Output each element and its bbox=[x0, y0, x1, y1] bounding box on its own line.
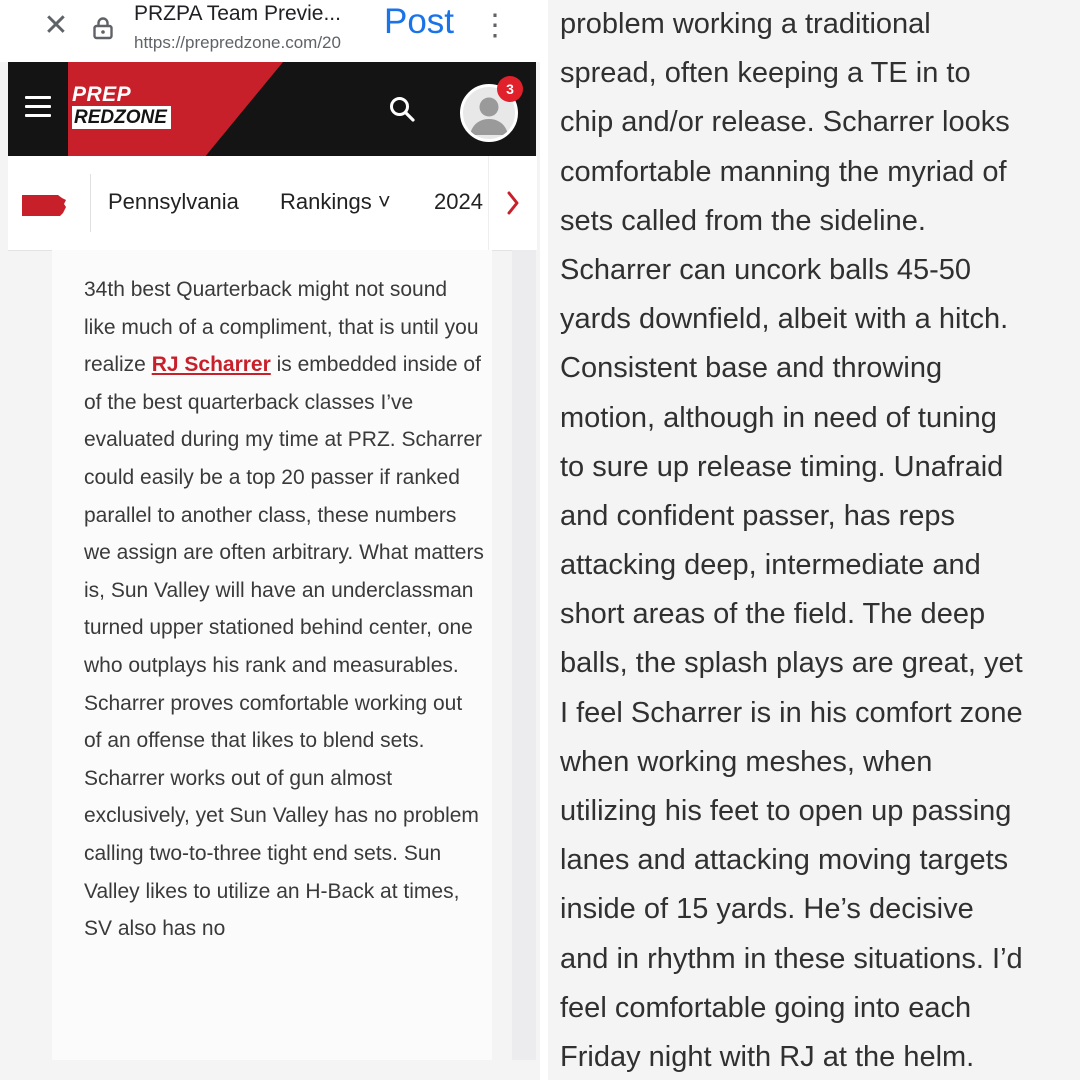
site-header bbox=[8, 62, 536, 156]
text-line: I feel Scharrer is in his comfort zone bbox=[560, 696, 1023, 729]
text-line: lanes and attacking moving targets bbox=[560, 844, 1009, 877]
text-line: attacking deep, intermediate and bbox=[560, 549, 981, 582]
search-icon[interactable] bbox=[388, 95, 416, 123]
text-line: chip and/or release. Scharrer looks bbox=[560, 106, 1010, 139]
text-line: feel comfortable going into each bbox=[560, 991, 972, 1024]
article-body bbox=[84, 271, 484, 948]
text-line: balls, the splash plays are great, yet bbox=[560, 647, 1023, 680]
close-icon[interactable]: ✕ bbox=[43, 9, 69, 42]
zoomed-article-body bbox=[560, 0, 1072, 1082]
text-line: inside of 15 yards. He’s decisive bbox=[560, 893, 974, 926]
lock-icon bbox=[92, 16, 114, 40]
text-line: Scharrer can uncork balls 45-50 bbox=[560, 253, 972, 286]
text-line: to sure up release timing. Unafraid bbox=[560, 450, 1004, 483]
player-link[interactable]: RJ Scharrer bbox=[151, 353, 271, 377]
left-screenshot bbox=[0, 0, 540, 1080]
text-line: Friday night with RJ at the helm. bbox=[560, 1040, 975, 1073]
post-button[interactable]: Post bbox=[384, 2, 455, 41]
chevron-right-icon bbox=[489, 156, 537, 250]
text-line: motion, although in need of tuning bbox=[560, 401, 997, 434]
menu-icon[interactable] bbox=[25, 96, 51, 118]
site-logo[interactable] bbox=[72, 84, 212, 134]
text-line: sets called from the sideline. bbox=[560, 204, 926, 237]
screenshot-divider bbox=[540, 0, 548, 1080]
nav-rankings-dropdown[interactable]: Rankings ˅ bbox=[280, 189, 391, 214]
text-line: Consistent base and throwing bbox=[560, 352, 943, 385]
text-line: and in rhythm in these situations. I’d bbox=[560, 942, 1023, 975]
text-line: short areas of the field. The deep bbox=[560, 598, 986, 631]
nav-2024[interactable]: 2024 bbox=[434, 189, 483, 214]
text-line: yards downfield, albeit with a hitch. bbox=[560, 303, 1009, 336]
text-line: problem working a traditional bbox=[560, 8, 931, 40]
page-title: PRZPA Team Previe... bbox=[134, 2, 341, 25]
pennsylvania-state-icon bbox=[20, 192, 68, 218]
logo-line1: PREP bbox=[72, 83, 132, 106]
text-line: when working meshes, when bbox=[560, 745, 933, 778]
article-text-intro: 34th best Quarterback might not sound like much of a compliment, that is until you realize bbox=[84, 278, 479, 377]
article-sidebar bbox=[512, 250, 536, 1060]
nav-scroll-next[interactable] bbox=[488, 156, 537, 250]
text-line: and confident passer, has reps bbox=[560, 499, 955, 532]
notification-badge: 3 bbox=[497, 76, 523, 102]
nav-pennsylvania[interactable]: Pennsylvania bbox=[108, 189, 239, 214]
article-text-body: is embedded inside of of the best quarterback classes I’ve evaluated during my time at PRZ. Scharrer could easily be a top 20 passer if ranked parallel to another class, these numbers we assign are often arbitrary. What matters is, Sun Valley will have an underclassman turned upper stationed behind center, one who outplays his rank and measurables. Scharrer proves comfortable working out of an offense that likes to blend sets. Scharrer works out of gun almost exclusively, yet Sun Valley has no problem calling two-to-three tight end sets. Sun Valley likes to utilize an H-Back at times, SV also has no bbox=[84, 353, 484, 941]
logo-line2: REDZONE bbox=[72, 106, 171, 129]
text-line: spread, often keeping a TE in to bbox=[560, 57, 971, 90]
text-line: utilizing his feet to open up passing bbox=[560, 795, 1012, 827]
state-navigation bbox=[8, 156, 536, 251]
nav-divider bbox=[90, 174, 91, 232]
url-text[interactable]: https://prepredzone.com/20 bbox=[134, 33, 341, 52]
text-line: comfortable manning the myriad of bbox=[560, 155, 1007, 188]
browser-toolbar bbox=[0, 0, 540, 62]
more-options-icon[interactable]: ⋮ bbox=[480, 9, 510, 42]
